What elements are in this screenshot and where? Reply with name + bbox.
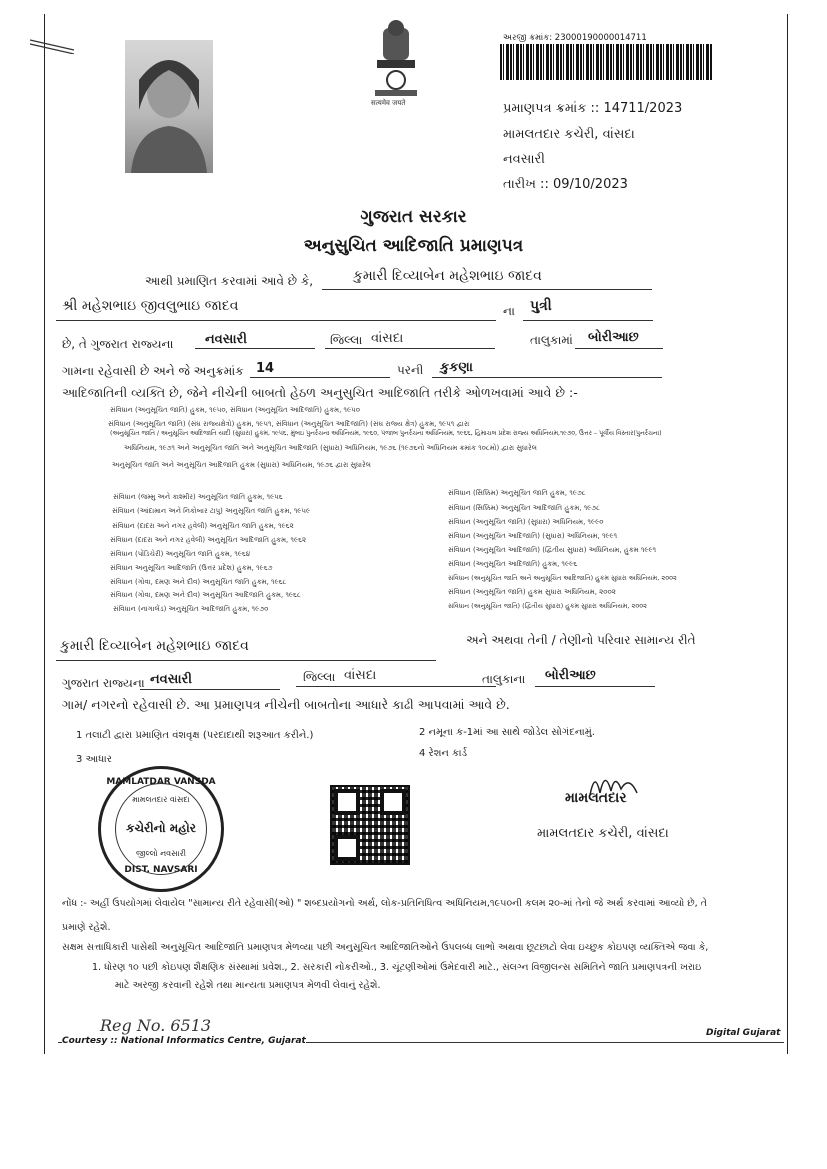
basis-item-3: 3 આધાર xyxy=(76,754,112,765)
government-title: ગુજરાત સરકાર xyxy=(360,207,467,227)
residence-talukana-label: તાલુકાના xyxy=(482,672,526,686)
residence-jilla-label: જિલ્લા xyxy=(303,670,336,684)
residence-taluka-line xyxy=(296,686,496,687)
resident-label: ગામના રહેવાસી છે અને જે અનુક્રમાંક xyxy=(62,364,244,378)
order-left-4: સંવિધાન (દાદરા અને નગર હવેલી) અનુસૂચિત આદિજાતિ હુકમ, ૧૯૬૨ xyxy=(110,536,307,544)
residence-village: બોરીઆછ xyxy=(545,668,596,683)
village-value: બોરીઆછ xyxy=(588,330,639,345)
issuing-office: મામલતદાર કચેરી, વાંસદા xyxy=(503,127,635,142)
qr-code xyxy=(330,785,410,865)
serial-line xyxy=(250,377,390,378)
residence-village-line xyxy=(535,686,655,687)
emblem xyxy=(363,18,429,108)
tribe-line xyxy=(432,377,662,378)
order-left-8: સંવિધાન (ગોવા, દમણ અને દીવ) અનુસૂચિત આદિજાતિ હુકમ, ૧૯૬૮ xyxy=(110,591,301,599)
note-3b: માટે અરજી કરવાની રહેશે તથા માન્યતા પ્રમાણપત્ર મેળવી લેવાનું રહેશે. xyxy=(115,980,381,991)
per-label: પરની xyxy=(397,363,424,377)
signatory-office: મામલતદાર કચેરી, વાંસદા xyxy=(537,826,669,841)
order-top-3: (અનુસૂચિત જાતિ / અનુસૂચિત આદિજાતિ યાદી (સુધારા) હુકમ, ૧૯૫૬, મુંબઇ પુનર્રચના અધિનિયમ, ૧૯૬૦, પંજાબ પુનર્રચના અધિનિયમ, ૧૯૬૬, હિમાચલ પ્રદેશ રાજ્ય અધિનિયમ,૧૯૭૦, ઉત્તર – પૂર્વીય વિસ્તાર(પુનર્રચના) xyxy=(110,430,662,437)
order-left-5: સંવિધાન (પોંડિચેરી) અનુસૂચિત જાતિ હુકમ, ૧૯૬૪ xyxy=(110,550,251,558)
relation-line xyxy=(523,320,653,321)
jilla-label: જિલ્લા xyxy=(330,333,363,347)
certificate-number: પ્રમાણપત્ર ક્રમાંક :: 14711/2023 xyxy=(503,101,683,116)
order-top-1: સંવિધાન (અનુસૂચિત જાતિ) હુકમ, ૧૯૫૦, સંવિધાન (અનુસૂચિત આદિજાતિ) હુકમ, ૧૯૫૦ xyxy=(110,406,360,414)
father-name: શ્રી મહેશભાઇ જીવલુભાઇ જાદવ xyxy=(62,298,239,314)
residence-holder-name: કુમારી દિવ્યાબેન મહેશભાઇ જાદવ xyxy=(60,638,249,654)
order-right-3: સંવિધાન (અનુસૂચિત જાતિ) (સુધારા) અધિનિયમ, ૧૯૯૦ xyxy=(448,518,604,526)
order-left-7: સંવિધાન (ગોવા, દમણ અને દીવ) અનુસૂચિત જાતિ હુકમ, ૧૯૬૮ xyxy=(110,578,287,586)
taluka-value: વાંસદા xyxy=(371,331,404,346)
family-text: અને અથવા તેની / તેણીનો પરિવાર સામાન્ય રીતે xyxy=(466,633,696,647)
tribe-value: કુકણા xyxy=(440,360,473,375)
applicant-photo xyxy=(125,40,213,173)
basis-item-2: 2 નમૂના ક-1માં આ સાથે જોડેલ સોગંદનામું. xyxy=(419,727,595,738)
basis-item-1: 1 તલાટી દ્વારા પ્રમાણિત વંશવૃક્ષ (પરદાદાથી શરૂઆત કરીને.) xyxy=(76,730,314,741)
seal-inner: મામલતદાર વાંસદા xyxy=(132,795,190,804)
order-left-3: સંવિધાન (દાદરા અને નગર હવેલી) અનુસૂચિત જાતિ હુકમ, ૧૯૬૨ xyxy=(112,522,294,530)
order-right-9: સંવિધાન (અનુસૂચિત જાતિ) (દ્વિતીય સુધારા) હુકમ સુધારા અધિનિયમ, ૨૦૦૨ xyxy=(448,602,647,610)
order-right-8: સંવિધાન (અનુસૂચિત જાતિ) હુકમ સુધારા અધિનિયમ, ૨૦૦૨ xyxy=(448,588,616,596)
signatory-title: મામલતદાર xyxy=(565,790,627,806)
father-name-line xyxy=(56,320,496,321)
seal-bottom-guj: જીલ્લો નવસારી xyxy=(135,849,187,858)
order-right-6: સંવિધાન (અનુસૂચિત આદિજાતિ) હુકમ, ૧૯૯૬ xyxy=(448,560,578,568)
note-1: નોંધ :- અહીં ઉપયોગમાં લેવાયેલ "સામાન્ય રીતે રહેવાસી(ઓ) " શબ્દપ્રયોગનો અર્થ, લોક-પ્રતિનિધિત્વ અધિનિયમ,૧૯૫૦ની કલમ ૨૦-માં તેનો જે અર્થ કરવામાં આવ્યો છે, તે xyxy=(62,898,707,909)
relation: પુત્રી xyxy=(530,298,552,314)
order-left-6: સંવિધાન અનુસૂચિત આદિજાતિ (ઉત્તર પ્રદેશ) હુકમ, ૧૯૬૭ xyxy=(110,564,273,572)
note-2: સક્ષમ સત્તાધિકારી પાસેથી અનુસૂચિત આદિજાતિ પ્રમાણપત્ર મેળવ્યા પછી અનુસૂચિત આદિજાતિઓને ઉપલબ્ધ લાભો અથવા છૂટછાટો લેવા ઇચ્છુક કોઇપણ વ્યક્તિએ જવા કે, xyxy=(62,942,709,953)
serial-number: 14 xyxy=(256,361,275,376)
seal-outer-bottom: DIST. NAVSARI xyxy=(124,865,198,875)
holder-name: કુમારી દિવ્યાબેન મહેશભાઇ જાદવ xyxy=(353,268,542,284)
order-top-5: અનુસૂચિત જાતિ અને અનુસૂચિત આદિજાતિ હુકમ (સુધારા) અધિનિયમ, ૧૯૭૬ દ્વારા સુધારેલ xyxy=(112,461,371,469)
order-right-5: સંવિધાન (અનુસૂચિત આદિજાતિ) (દ્વિતીય સુધારા) અધિનિયમ, હુકમ ૧૯૯૧ xyxy=(448,546,657,554)
certificate-title: અનુસુચિત આદિજાતિ પ્રમાણપત્ર xyxy=(303,236,524,256)
residence-district-line xyxy=(140,689,280,690)
pen-mark xyxy=(28,34,78,58)
order-right-4: સંવિધાન (અનુસૂચિત આદિજાતિ) (સુધારા) અધિનિયમ, ૧૯૯૧ xyxy=(448,532,618,540)
barcode xyxy=(500,44,712,80)
basis-text: ગામ/ નગરનો રહેવાસી છે. આ પ્રમાણપત્ર નીચેની બાબતોના આધારે કાઢી આપવામાં આવે છે. xyxy=(62,697,510,712)
residence-taluka: વાંસદા xyxy=(344,668,377,683)
issue-date: તારીખ :: 09/10/2023 xyxy=(503,177,628,192)
emblem-motto: सत्यमेव जयते xyxy=(371,99,406,107)
taluka-line xyxy=(325,348,495,349)
order-left-9: સંવિધાન (નાગાલેંડ) અનુસૂચિત આદિજાતિ હુકમ, ૧૯૭૦ xyxy=(113,605,269,613)
holder-name-line xyxy=(322,289,652,290)
note-1b: પ્રમાણે રહેશે. xyxy=(62,922,111,933)
courtesy-text: Courtesy :: National Informatics Centre, Gujarat xyxy=(62,1036,306,1046)
digital-gujarat-brand: Digital Gujarat xyxy=(706,1028,781,1038)
tribe-text: આદિજાતિની વ્યક્તિ છે, જેને નીચેની બાબતો હેઠળ અનુસુચિત આદિજાતિ તરીકે ઓળખવામાં આવે છે :- xyxy=(62,385,578,400)
order-left-2: સંવિધાન (આંદામાન અને નિકોબાર ટાપુ) અનુસૂચિત જાતિ હુકમ, ૧૯૫૯ xyxy=(112,507,311,515)
office-seal xyxy=(98,766,224,892)
order-right-2: સંવિધાન (સિક્કિમ) અનુસૂચિત આદિજાતિ હુકમ, ૧૯૭૮ xyxy=(448,504,601,512)
handwritten-reg-no: Reg No. 6513 xyxy=(100,1016,212,1035)
seal-outer-top: MAMLATDAR VANSDA xyxy=(106,777,216,787)
residence-name-line xyxy=(56,660,436,661)
talukama-label: તાલુકામાં xyxy=(530,333,573,347)
residence-district: નવસારી xyxy=(150,672,192,687)
order-right-7: સંવિધાન (અનુસૂચિત જાતિ અને અનુસૂચિત આદિજાતિ) હુકમ સુધારા અધિનિયમ, ૨૦૦૨ xyxy=(448,574,677,582)
village-line xyxy=(575,348,663,349)
district-line xyxy=(195,348,315,349)
district-value: નવસારી xyxy=(205,332,247,347)
residence-state-label: ગુજરાત રાજ્યના xyxy=(62,676,145,690)
application-number: અરજી ક્રમાંક: 23000190000014711 xyxy=(503,33,647,43)
order-top-4: અધિનિયમ, ૧૯૭૧ અને અનુસૂચિત જાતિ અને અનુસૂચિત આદિજાતિ (સુધારા) અધિનિયમ, ૧૯૭૬ (૧૯૭૬નો અધિનિયમ ક્રમાંક ૧૦૮મો) દ્વારા સુધારેલ xyxy=(124,444,537,452)
note-3: 1. ધોરણ ૧૦ પછી કોઇપણ શૈક્ષણિક સંસ્થામાં પ્રવેશ., 2. સરકારી નોકરીઓ., 3. ચૂંટણીઓમાં ઉમેદવારી માટે., સંલગ્ન વિજીલન્સ સમિતિને જાતિ પ્રમાણપત્રની ખરાઇ xyxy=(92,962,702,973)
na-label: ના xyxy=(503,304,515,318)
state-label: છે, તે ગુજરાત રાજ્યના xyxy=(62,337,174,351)
basis-item-4: 4 રેશન કાર્ડ xyxy=(419,748,468,759)
order-right-1: સંવિધાન (સિક્કિમ) અનુસૂચિત જાતિ હુકમ, ૧૯૭૮ xyxy=(448,489,586,497)
order-left-1: સંવિધાન (જમ્મુ અને કાશ્મીર) અનુસૂચિત જાતિ હુકમ, ૧૯૫૬ xyxy=(113,493,283,501)
order-top-2: સંવિધાન (અનુસૂચિત જાતિ) (સંઘ રાજ્યક્ષેત્રો) હુકમ, ૧૯૫૧, સંવિધાન (અનુસૂચિત આદિજાતિ) (સંઘ રાજ્ય ક્ષેત્ર) હુકમ, ૧૯૫૧ દ્વારા xyxy=(108,420,470,428)
certify-text: આથી પ્રમાણિત કરવામાં આવે છે કે, xyxy=(145,274,314,288)
issuing-district: નવસારી xyxy=(503,152,545,167)
seal-center: કચેરીનો મહોર xyxy=(125,821,197,835)
